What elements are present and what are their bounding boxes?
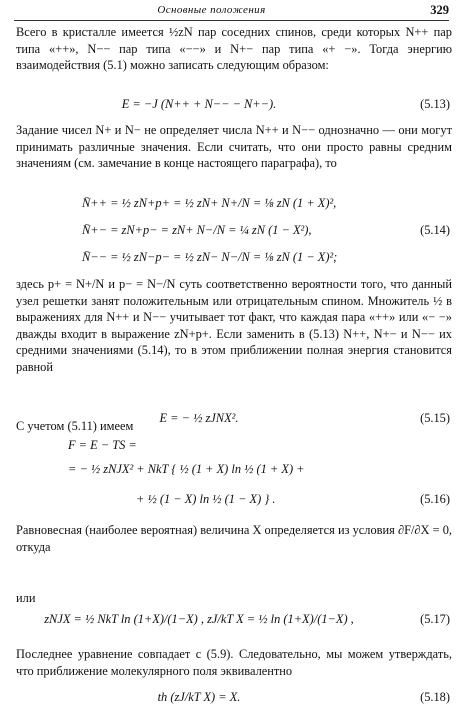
paragraph-3 [16, 276, 452, 376]
equation-5-18 [16, 682, 452, 712]
paragraph-text: Задание чисел N+ и N− не определяет числа N++ и N−− однозначно — они могут принимать различные значения. Если считать, что они просто равны средним значениям (см. замечание в конце настоящего параграфа), то [16, 123, 452, 171]
equation-line [16, 244, 452, 271]
paragraph-text: Всего в кристалле имеется ½zN пар соседних спинов, среди которых N++ пар типа «++», N−− пар типа «−−» и N+− пар типа «+ −». Тогда энергию взаимодействия (5.1) можно записать следующим образом: [16, 25, 452, 73]
equation-line [16, 454, 452, 484]
paragraph-text: или [16, 591, 36, 605]
paragraph-4 [16, 418, 452, 435]
equation-number: (5.16) [420, 492, 450, 506]
paragraph-7 [16, 646, 452, 679]
paragraph-text: Последнее уравнение совпадает с (5.9). Следовательно, мы можем утверждать, что приближение молекулярного поля эквивалентно [16, 647, 452, 678]
paragraph-text: Равновесная (наиболее вероятная) величина X определяется из условия ∂F/∂X = 0, откуда [16, 523, 452, 554]
equation-line [16, 436, 452, 454]
equation-line [16, 190, 452, 217]
equation-body: + ½ (1 − X) ln ½ (1 − X) } . [136, 492, 276, 506]
equation-number: (5.18) [420, 690, 450, 704]
paragraph-1 [16, 24, 452, 74]
equation-number: (5.14) [420, 223, 450, 237]
page-header [14, 4, 449, 21]
equation-5-14 [16, 190, 452, 272]
running-title: Основные положения [157, 4, 266, 16]
equation-line [16, 217, 452, 244]
equation-number: (5.15) [420, 411, 450, 425]
paragraph-text: С учетом (5.11) имеем [16, 419, 134, 433]
equation-number: (5.13) [420, 97, 450, 111]
equation-body: N̄++ = ½ zN+p+ = ½ zN+ N+/N = ⅛ zN (1 + X)², [82, 196, 337, 210]
equation-body: = − ½ zNJX² + NkT { ½ (1 + X) ln ½ (1 + X) + [68, 462, 305, 476]
equation-5-13 [16, 94, 452, 114]
equation-5-16 [16, 436, 452, 516]
equation-body: N̄+− = zN+p− = zN+ N−/N = ¼ zN (1 − X²), [82, 223, 312, 237]
equation-body: F = E − TS = [68, 438, 137, 452]
equation-line [16, 484, 452, 514]
page-number: 329 [430, 3, 449, 17]
paragraph-6 [16, 590, 452, 607]
paragraph-2 [16, 122, 452, 172]
equation-body: th (zJ/kT X) = X. [157, 690, 241, 704]
equation-body: zNJX = ½ NkT ln (1+X)/(1−X) , zJ/kT X = ½ ln (1+X)/(1−X) , [44, 612, 354, 626]
equation-body: E = − ½ zJNX². [159, 411, 239, 425]
equation-5-17 [16, 604, 452, 634]
equation-body: E = −J (N++ + N−− − N+−). [121, 97, 277, 111]
equation-body: N̄−− = ½ zN−p− = ½ zN− N−/N = ⅛ zN (1 − X)²; [82, 250, 338, 264]
paragraph-text: здесь p+ = N+/N и p− = N−/N суть соответственно вероятности того, что данный узел решетки занят положительным или отрицательным спином. Множитель ½ в выражениях для N++ и N−− учитывает тот факт, что каждая пара «++» или «− −» дважды входит в выражение zN+p+. Если заменить в (5.13) N++, N+− и N−− их средними значениями (5.14), то в этом приближении полная энергия становится равной [16, 277, 452, 374]
equation-number: (5.17) [420, 612, 450, 626]
paragraph-5 [16, 522, 452, 555]
